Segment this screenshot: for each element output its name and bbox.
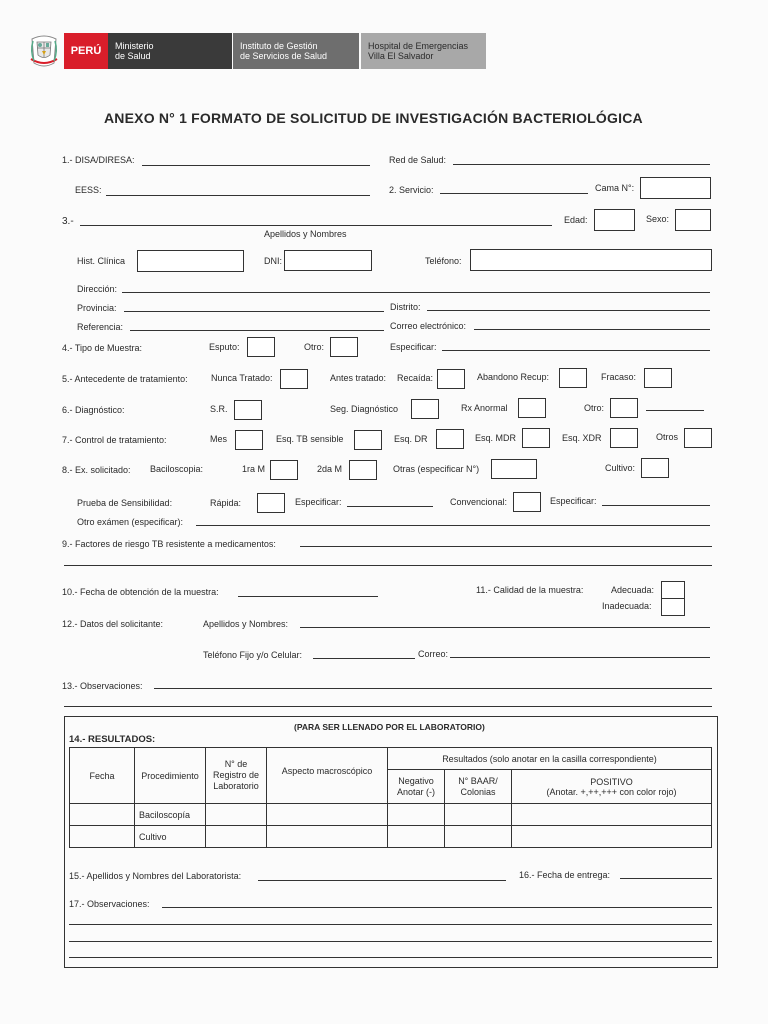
solicitante-nombres-label: Apellidos y Nombres: xyxy=(203,619,289,629)
eess-field[interactable] xyxy=(106,195,370,196)
especificar-muestra-field[interactable] xyxy=(442,350,710,351)
row-procedimiento: Baciloscopía xyxy=(135,804,206,826)
cell-registro[interactable] xyxy=(206,804,267,826)
abandono-label: Abandono Recup: xyxy=(477,372,550,382)
distrito-label: Distrito: xyxy=(390,302,421,312)
edad-box[interactable] xyxy=(594,209,635,231)
otras-muestras-box[interactable] xyxy=(491,459,537,479)
seg-diagnostico-checkbox[interactable] xyxy=(411,399,439,419)
esq-dr-label: Esq. DR xyxy=(394,434,428,444)
cell-negativo[interactable] xyxy=(388,826,445,848)
peru-coat-of-arms-icon xyxy=(28,33,60,69)
col-negativo: Negativo Anotar (-) xyxy=(388,770,445,804)
rx-anormal-label: Rx Anormal xyxy=(461,403,508,413)
otro-examen-field[interactable] xyxy=(196,525,710,526)
instituto-line2: de Servicios de Salud xyxy=(240,51,328,61)
cell-negativo[interactable] xyxy=(388,804,445,826)
solicitante-telefono-field[interactable] xyxy=(313,658,415,659)
ministerio-line2: de Salud xyxy=(115,51,151,61)
adecuada-label: Adecuada: xyxy=(611,585,655,595)
eess-label: EESS: xyxy=(75,185,102,195)
correo-electronico-field[interactable] xyxy=(474,329,710,330)
referencia-label: Referencia: xyxy=(77,322,124,332)
form-title: ANEXO N° 1 FORMATO DE SOLICITUD DE INVESTIGACIÓN BACTERIOLÓGICA xyxy=(104,110,643,126)
segunda-muestra-label: 2da M xyxy=(317,464,343,474)
especificar-rapida-label: Especificar: xyxy=(295,497,342,507)
nunca-tratado-label: Nunca Tratado: xyxy=(211,373,273,383)
prueba-sensibilidad-label: Prueba de Sensibilidad: xyxy=(77,498,173,508)
otros-control-label: Otros xyxy=(656,432,679,442)
distrito-field[interactable] xyxy=(427,310,710,311)
recaida-checkbox[interactable] xyxy=(437,369,465,389)
segunda-muestra-checkbox[interactable] xyxy=(349,460,377,480)
esq-sensible-label: Esq. TB sensible xyxy=(276,434,344,444)
row-procedimiento: Cultivo xyxy=(135,826,206,848)
sr-label: S.R. xyxy=(210,404,228,414)
primera-muestra-label: 1ra M xyxy=(242,464,266,474)
diagnostico-label: 6.- Diagnóstico: xyxy=(62,405,125,415)
cama-box[interactable] xyxy=(640,177,711,199)
cell-baar[interactable] xyxy=(445,826,512,848)
especificar-muestra-label: Especificar: xyxy=(390,342,437,352)
esq-dr-checkbox[interactable] xyxy=(436,429,464,449)
especificar-rapida-field[interactable] xyxy=(347,506,433,507)
positivo-label: POSITIVO xyxy=(590,776,633,787)
esq-xdr-label: Esq. XDR xyxy=(562,433,602,443)
apellidos-nombres-field[interactable] xyxy=(80,225,552,226)
otro-diagnostico-label: Otro: xyxy=(584,403,605,413)
solicitante-correo-field[interactable] xyxy=(450,657,710,658)
servicio-field[interactable] xyxy=(440,193,588,194)
convencional-checkbox[interactable] xyxy=(513,492,541,512)
convencional-label: Convencional: xyxy=(450,497,508,507)
cell-positivo[interactable] xyxy=(512,804,712,826)
cultivo-checkbox[interactable] xyxy=(641,458,669,478)
table-row xyxy=(70,804,712,826)
solicitante-correo-label: Correo: xyxy=(418,649,449,659)
esq-mdr-checkbox[interactable] xyxy=(522,428,550,448)
resultados-title: 14.- RESULTADOS: xyxy=(69,734,156,745)
antecedente-label: 5.- Antecedente de tratamiento: xyxy=(62,374,188,384)
s3-number: 3.- xyxy=(62,216,74,227)
calidad-muestra-label: 11.- Calidad de la muestra: xyxy=(476,585,584,595)
otros-control-checkbox[interactable] xyxy=(684,428,712,448)
factores-riesgo-label: 9.- Factores de riesgo TB resistente a medicamentos: xyxy=(62,539,276,549)
col-baar: N° BAAR/ Colonias xyxy=(445,770,512,804)
rapida-label: Rápida: xyxy=(210,498,242,508)
lab-observaciones-field-3[interactable] xyxy=(69,941,712,942)
hospital-line1: Hospital de Emergencias xyxy=(368,41,469,51)
telefono-label: Teléfono: xyxy=(425,256,462,266)
edad-label: Edad: xyxy=(564,215,588,225)
instituto-block xyxy=(233,33,359,69)
especificar-convencional-label: Especificar: xyxy=(550,496,597,506)
rx-anormal-checkbox[interactable] xyxy=(518,398,546,418)
lab-observaciones-field-4[interactable] xyxy=(69,957,712,958)
col-positivo xyxy=(512,770,712,804)
factores-riesgo-field[interactable] xyxy=(300,546,712,547)
otro-muestra-label: Otro: xyxy=(304,342,325,352)
fecha-entrega-label: 16.- Fecha de entrega: xyxy=(519,870,611,880)
disa-label: 1.- DISA/DIRESA: xyxy=(62,155,135,165)
fecha-obtencion-label: 10.- Fecha de obtención de la muestra: xyxy=(62,587,219,597)
ex-solicitado-label: 8.- Ex. solicitado: xyxy=(62,465,131,475)
inadecuada-checkbox[interactable] xyxy=(661,598,685,616)
solicitante-nombres-field[interactable] xyxy=(300,627,710,628)
cell-positivo[interactable] xyxy=(512,826,712,848)
recaida-label: Recaída: xyxy=(397,373,434,383)
servicio-label: 2. Servicio: xyxy=(389,185,434,195)
cell-aspecto[interactable] xyxy=(267,804,388,826)
antes-tratado-label: Antes tratado: xyxy=(330,373,387,383)
fracaso-checkbox[interactable] xyxy=(644,368,672,388)
laboratorista-field[interactable] xyxy=(258,880,506,881)
otro-diagnostico-checkbox[interactable] xyxy=(610,398,638,418)
ministerio-line1: Ministerio xyxy=(115,41,154,51)
cultivo-label: Cultivo: xyxy=(605,463,636,473)
otro-diagnostico-field[interactable] xyxy=(646,410,704,411)
otro-examen-label: Otro exámen (especificar): xyxy=(77,517,184,527)
col-fecha: Fecha xyxy=(70,748,135,804)
seg-diagnostico-label: Seg. Diagnóstico xyxy=(330,404,399,414)
cell-aspecto[interactable] xyxy=(267,826,388,848)
positivo-sub: (Anotar. +,++,+++ con color rojo) xyxy=(546,786,677,797)
otras-muestras-label: Otras (especificar N°) xyxy=(393,464,480,474)
table-row xyxy=(70,826,712,848)
sexo-box[interactable] xyxy=(675,209,711,231)
esq-mdr-label: Esq. MDR xyxy=(475,433,517,443)
apellidos-nombres-label: Apellidos y Nombres xyxy=(264,229,347,239)
esq-sensible-checkbox[interactable] xyxy=(354,430,382,450)
mes-label: Mes xyxy=(210,434,228,444)
mes-box[interactable] xyxy=(235,430,263,450)
observaciones-field[interactable] xyxy=(154,688,712,689)
adecuada-checkbox[interactable] xyxy=(661,581,685,599)
hospital-line2: Villa El Salvador xyxy=(368,51,434,61)
cell-registro[interactable] xyxy=(206,826,267,848)
fracaso-label: Fracaso: xyxy=(601,372,637,382)
sexo-label: Sexo: xyxy=(646,214,670,224)
lab-observaciones-field-2[interactable] xyxy=(69,924,712,925)
fecha-entrega-field[interactable] xyxy=(620,878,712,879)
telefono-box[interactable] xyxy=(470,249,712,271)
col-procedimiento: Procedimiento xyxy=(135,748,206,804)
observaciones-label: 13.- Observaciones: xyxy=(62,681,143,691)
red-salud-label: Red de Salud: xyxy=(389,155,447,165)
provincia-label: Provincia: xyxy=(77,303,117,313)
peru-brand xyxy=(64,33,108,69)
baciloscopia-label: Baciloscopia: xyxy=(150,464,204,474)
lab-note: (PARA SER LLENADO POR EL LABORATORIO) xyxy=(294,722,485,732)
col-aspecto: Aspecto macroscópico xyxy=(267,748,388,804)
factores-riesgo-field-2[interactable] xyxy=(64,565,712,566)
dni-box[interactable] xyxy=(284,250,372,271)
direccion-label: Dirección: xyxy=(77,284,118,294)
rapida-checkbox[interactable] xyxy=(257,493,285,513)
cell-baar[interactable] xyxy=(445,804,512,826)
fecha-obtencion-field[interactable] xyxy=(238,596,378,597)
cell-fecha[interactable] xyxy=(70,804,135,826)
cell-fecha[interactable] xyxy=(70,826,135,848)
esputo-label: Esputo: xyxy=(209,342,240,352)
referencia-field[interactable] xyxy=(130,330,384,331)
primera-muestra-checkbox[interactable] xyxy=(270,460,298,480)
observaciones-field-2[interactable] xyxy=(64,706,712,707)
lab-observaciones-label: 17.- Observaciones: xyxy=(69,899,150,909)
otro-muestra-checkbox[interactable] xyxy=(330,337,358,357)
col-registro: N° de Registro de Laboratorio xyxy=(206,748,267,804)
solicitante-telefono-label: Teléfono Fijo y/o Celular: xyxy=(203,650,303,660)
resultados-table xyxy=(69,747,712,848)
peru-label: PERÚ xyxy=(70,45,102,57)
ministerio-block xyxy=(108,33,232,69)
disa-field[interactable] xyxy=(142,165,370,166)
tipo-muestra-label: 4.- Tipo de Muestra: xyxy=(62,343,143,353)
dni-label: DNI: xyxy=(264,256,282,266)
direccion-field[interactable] xyxy=(122,292,710,293)
abandono-checkbox[interactable] xyxy=(559,368,587,388)
sr-checkbox[interactable] xyxy=(234,400,262,420)
hospital-block xyxy=(361,33,486,69)
esq-xdr-checkbox[interactable] xyxy=(610,428,638,448)
control-tratamiento-label: 7.- Control de tratamiento: xyxy=(62,435,167,445)
laboratorista-label: 15.- Apellidos y Nombres del Laboratorista: xyxy=(69,871,242,881)
provincia-field[interactable] xyxy=(124,311,384,312)
esputo-checkbox[interactable] xyxy=(247,337,275,357)
lab-observaciones-field[interactable] xyxy=(162,907,712,908)
hist-clinica-box[interactable] xyxy=(137,250,244,272)
inadecuada-label: Inadecuada: xyxy=(602,601,652,611)
datos-solicitante-label: 12.- Datos del solicitante: xyxy=(62,619,164,629)
cama-label: Cama N°: xyxy=(595,183,635,193)
especificar-convencional-field[interactable] xyxy=(602,505,710,506)
hist-clinica-label: Hist. Clínica xyxy=(77,256,126,266)
correo-electronico-label: Correo electrónico: xyxy=(390,321,467,331)
col-resultados: Resultados (solo anotar en la casilla correspondiente) xyxy=(388,748,712,770)
red-salud-field[interactable] xyxy=(453,164,710,165)
nunca-tratado-checkbox[interactable] xyxy=(280,369,308,389)
instituto-line1: Instituto de Gestión xyxy=(240,41,318,51)
